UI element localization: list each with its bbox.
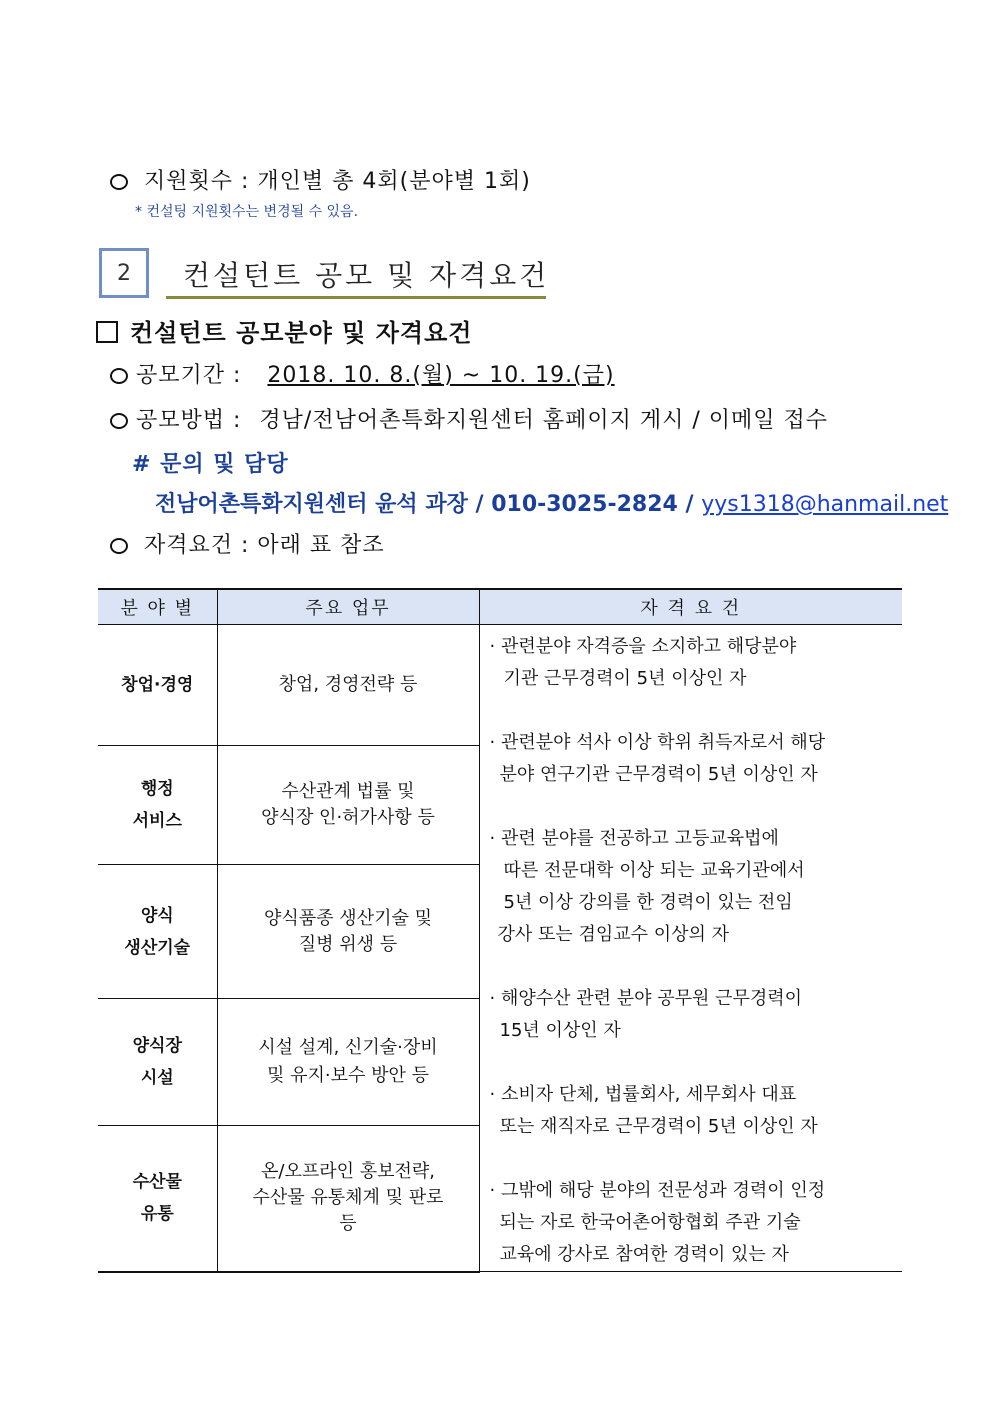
qualification-line: 자격요건 : 아래 표 참조 (110, 528, 385, 559)
circle-bullet-icon (110, 413, 128, 429)
requirements-cell (479, 625, 902, 1272)
section-title: 컨설턴트 공모 및 자격요건 (183, 259, 550, 292)
requirement-item: · 소비자 단체, 법률회사, 세무회사 대표 또는 재직자로 근무경력이 5년 이상인 자 (489, 1084, 818, 1137)
circle-bullet-icon (110, 368, 128, 384)
method-value: 경남/전남어촌특화지원센터 홈페이지 게시 / 이메일 접수 (259, 408, 829, 433)
contact-heading: # 문의 및 담당 (132, 452, 289, 477)
section-title-underline (166, 296, 546, 299)
application-method (110, 403, 828, 434)
duty-cell: 온/오프라인 홍보전략, 수산물 유통체계 및 판로 등 (217, 1126, 479, 1272)
field-cell: 수산물 유통 (98, 1126, 217, 1272)
header-requirements: 자 격 요 건 (479, 589, 902, 625)
duty-cell: 양식품종 생산기술 및 질병 위생 등 (217, 865, 479, 999)
requirement-item: · 관련 분야를 전공하고 고등교육법에 따른 전문대학 이상 되는 교육기관에서 5년 이상 강의를 한 경력이 있는 전임 강사 또는 겸임교수 이상의 자 (489, 828, 805, 945)
application-period (110, 358, 615, 389)
method-label: 공모방법 : (136, 408, 242, 433)
duty-cell: 수산관계 법률 및 양식장 인·허가사항 등 (217, 746, 479, 865)
period-value: 2018. 10. 8.(월) ~ 10. 19.(금) (267, 363, 615, 388)
requirement-item: · 관련분야 자격증을 소지하고 해당분야 기관 근무경력이 5년 이상인 자 (489, 636, 797, 689)
square-bullet-icon (96, 321, 118, 343)
requirement-item: · 그밖에 해당 분야의 전문성과 경력이 인정 되는 자로 한국어촌어항협회 주관 기술 교육에 강사로 참여한 경력이 있는 자 (489, 1180, 826, 1265)
circle-bullet-icon (110, 538, 128, 554)
header-duty: 주요 업무 (217, 589, 479, 625)
requirement-item: · 해양수산 관련 분야 공무원 근무경력이 15년 이상인 자 (489, 988, 803, 1041)
subsection-title: 컨설턴트 공모분야 및 자격요건 (96, 313, 472, 348)
requirement-item: · 관련분야 석사 이상 학위 취득자로서 해당 분야 연구기관 근무경력이 5년 이상인 자 (489, 732, 826, 785)
support-count-line: 지원횟수 : 개인별 총 4회(분야별 1회) (110, 164, 531, 195)
contact-detail: 전남어촌특화지원센터 윤석 과장 / 010-3025-2824 / yys1318@hanmail.net (155, 492, 949, 517)
circle-bullet-icon (110, 174, 128, 190)
section-number-box: 2 (99, 248, 149, 298)
field-cell: 행정 서비스 (98, 746, 217, 865)
field-cell: 창업·경영 (98, 625, 217, 746)
support-count-note: * 컨설팅 지원횟수는 변경될 수 있음. (135, 204, 359, 220)
duty-cell: 창업, 경영전략 등 (217, 625, 479, 746)
field-cell: 양식장 시설 (98, 998, 217, 1125)
period-label: 공모기간 : (136, 363, 242, 388)
duty-cell: 시설 설계, 신기술·장비 및 유지·보수 방안 등 (217, 998, 479, 1125)
requirements-table (98, 588, 902, 1273)
table-header-row (98, 589, 902, 625)
field-cell: 양식 생산기술 (98, 865, 217, 999)
contact-email-link[interactable]: yys1318@hanmail.net (701, 492, 949, 517)
table-row (98, 625, 902, 746)
header-field: 분 야 별 (98, 589, 217, 625)
